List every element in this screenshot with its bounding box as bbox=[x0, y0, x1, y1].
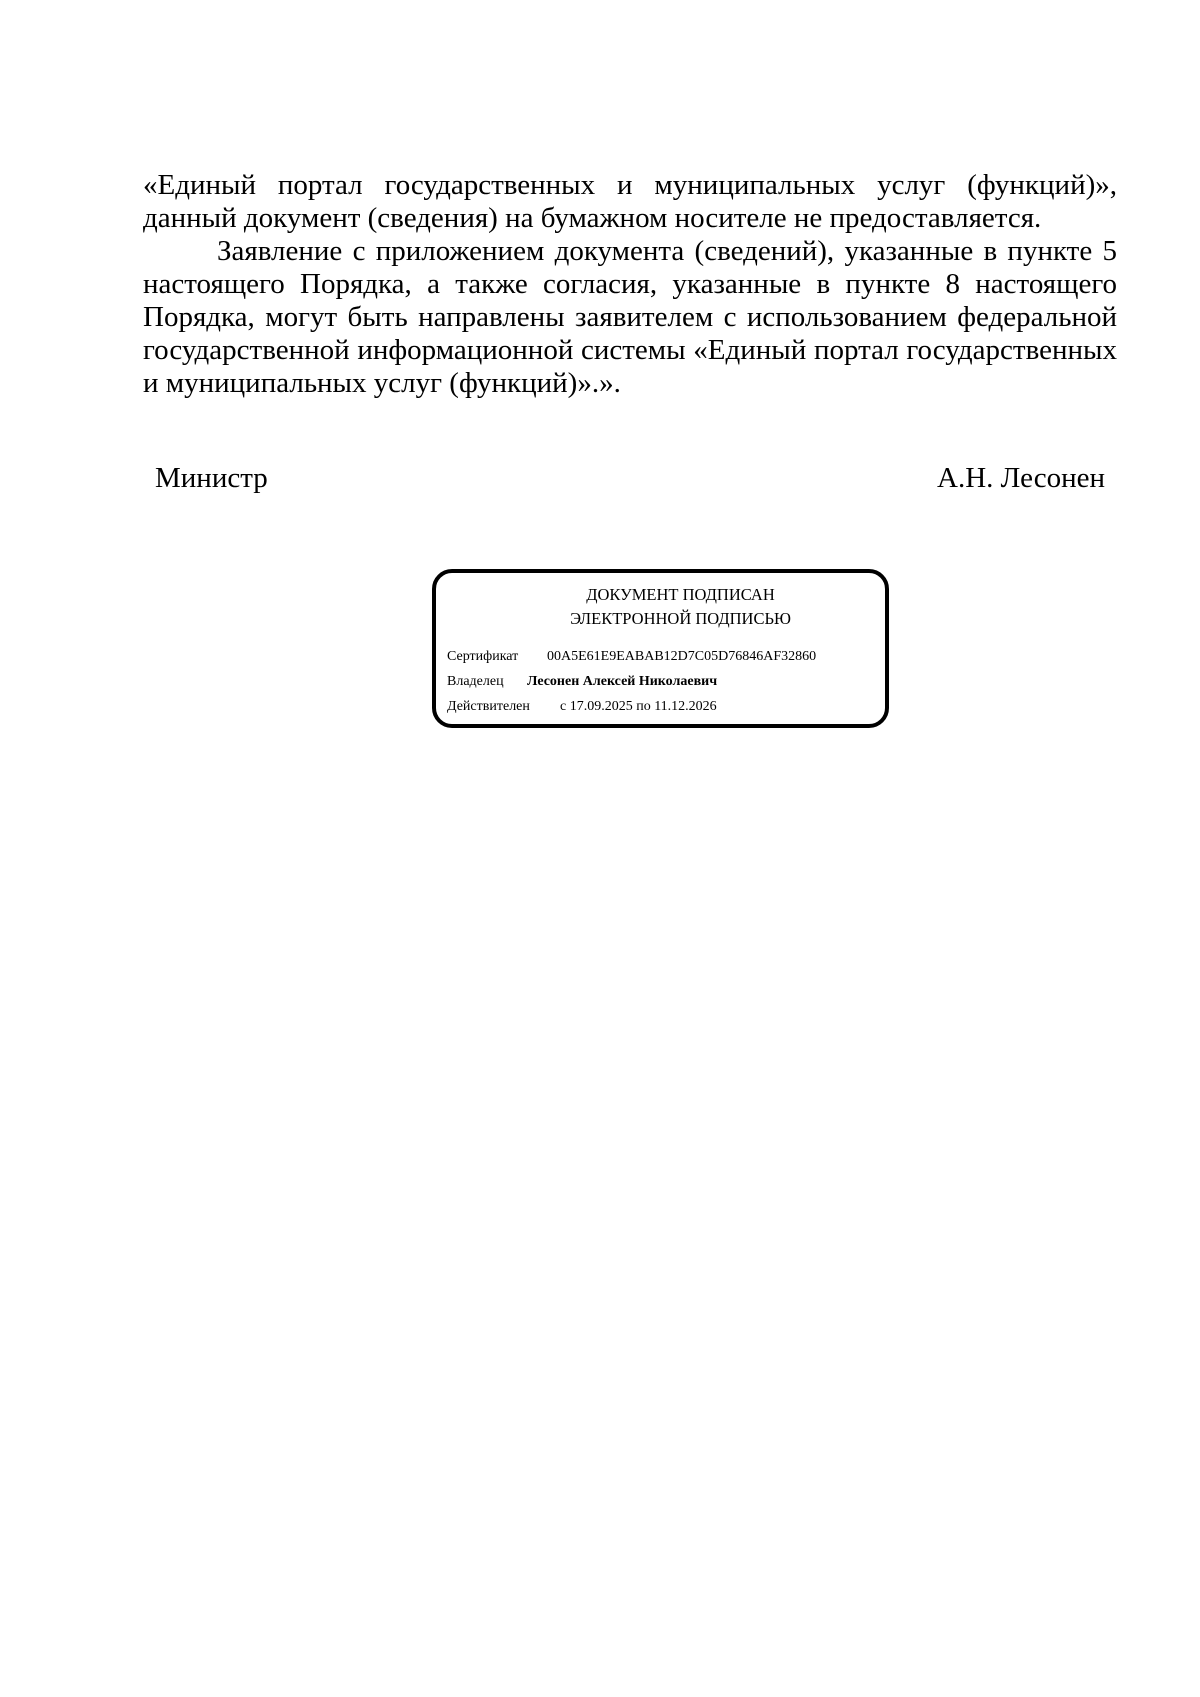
stamp-title-line: ДОКУМЕНТ ПОДПИСАН bbox=[586, 585, 775, 604]
stamp-title-line: ЭЛЕКТРОННОЙ ПОДПИСЬЮ bbox=[570, 609, 791, 628]
signatory-name: А.Н. Лесонен bbox=[937, 462, 1105, 494]
owner-value: Лесонен Алексей Николаевич bbox=[527, 674, 718, 689]
certificate-value: 00A5E61E9EABAB12D7C05D76846AF32860 bbox=[547, 649, 817, 664]
stamp-title bbox=[436, 583, 885, 631]
body-paragraph: Заявление с приложением документа (сведений), указанные в пункте 5 настоящего Порядка, а также согласия, указанные в пункте 8 настоящего Порядка, могут быть направлены заявителем с использованием федеральной государственной информационной системы «Единый портал государственных и муниципальных услуг (функций)».». bbox=[143, 235, 1117, 399]
electronic-signature-stamp bbox=[432, 569, 889, 728]
validity-value: с 17.09.2025 по 11.12.2026 bbox=[560, 699, 717, 714]
stamp-certificate-row bbox=[447, 648, 816, 666]
body-paragraph: «Единый портал государственных и муниципальных услуг (функций)», данный документ (сведения) на бумажном носителе не предоставляется. bbox=[143, 169, 1117, 234]
signatory-position: Министр bbox=[155, 462, 268, 494]
owner-label: Владелец bbox=[447, 674, 504, 689]
stamp-validity-row bbox=[447, 698, 717, 716]
stamp-owner-row bbox=[447, 673, 717, 691]
certificate-label: Сертификат bbox=[447, 649, 519, 664]
validity-label: Действителен bbox=[447, 699, 530, 714]
document-body bbox=[143, 169, 1117, 400]
